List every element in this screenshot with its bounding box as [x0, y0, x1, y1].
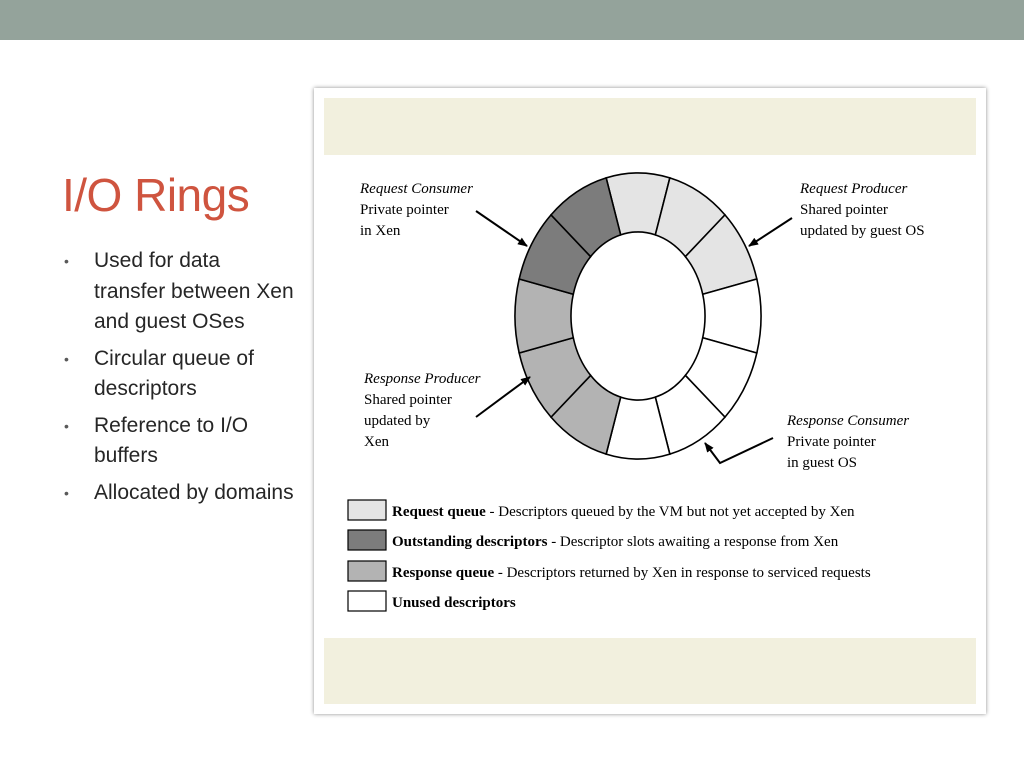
legend-item-unused: Unused descriptors	[392, 595, 516, 611]
response-consumer-title: Response Consumer	[787, 413, 910, 429]
response-producer-annotation	[363, 371, 530, 450]
bullet-icon: •	[64, 417, 69, 434]
diagram-svg	[324, 155, 1000, 638]
bullet-item	[64, 411, 294, 472]
request-consumer-line1: Private pointer	[360, 202, 449, 218]
legend-item-request: Request queue - Descriptors queued by the VM but not yet accepted by Xen	[392, 504, 855, 520]
request-producer-annotation	[749, 181, 925, 246]
bullet-item	[64, 478, 294, 509]
bullet-list	[64, 246, 294, 514]
request-consumer-line2: in Xen	[360, 223, 401, 239]
legend	[348, 500, 871, 611]
request-producer-line2: updated by guest OS	[800, 223, 925, 239]
bullet-item	[64, 344, 294, 405]
bullet-text: Circular queue of descriptors	[94, 346, 254, 400]
bullet-text: Reference to I/O buffers	[94, 413, 249, 467]
request-consumer-annotation	[359, 181, 527, 246]
response-consumer-line1: Private pointer	[787, 434, 876, 450]
bullet-text: Used for data transfer between Xen and guest OSes	[94, 249, 294, 333]
bullet-text: Allocated by domains	[94, 480, 294, 504]
io-ring-diagram	[324, 155, 1000, 638]
ring	[515, 173, 761, 459]
legend-item-outstanding: Outstanding descriptors - Descriptor slots awaiting a response from Xen	[392, 534, 839, 550]
request-producer-arrow	[749, 218, 792, 246]
response-consumer-annotation	[705, 413, 909, 471]
bullet-item	[64, 246, 294, 338]
request-consumer-arrow	[476, 211, 527, 246]
response-producer-line1: Shared pointer	[364, 392, 452, 408]
legend-swatch-unused	[348, 591, 386, 611]
response-producer-title: Response Producer	[364, 371, 481, 387]
slide-title: I/O Rings	[62, 169, 250, 221]
request-producer-title: Request Producer	[800, 181, 908, 197]
legend-swatch-outstanding	[348, 530, 386, 550]
response-consumer-line2: in guest OS	[787, 455, 858, 471]
top-bar	[0, 0, 1024, 40]
legend-swatch-request	[348, 500, 386, 520]
request-consumer-title: Request Consumer	[360, 181, 473, 197]
response-producer-line3: Xen	[364, 434, 389, 450]
response-producer-line2: updated by	[364, 413, 431, 429]
response-producer-arrow	[476, 377, 530, 417]
request-producer-line1: Shared pointer	[800, 202, 888, 218]
bullet-icon: •	[64, 484, 69, 501]
bottom-band	[324, 638, 976, 704]
bullet-icon: •	[64, 253, 69, 269]
diagram-frame	[314, 88, 986, 714]
top-band	[324, 98, 976, 155]
legend-item-response: Response queue - Descriptors returned by Xen in response to serviced requests	[392, 565, 871, 581]
legend-swatch-response	[348, 561, 386, 581]
bullet-icon: •	[64, 350, 69, 367]
response-consumer-arrow	[705, 438, 773, 463]
